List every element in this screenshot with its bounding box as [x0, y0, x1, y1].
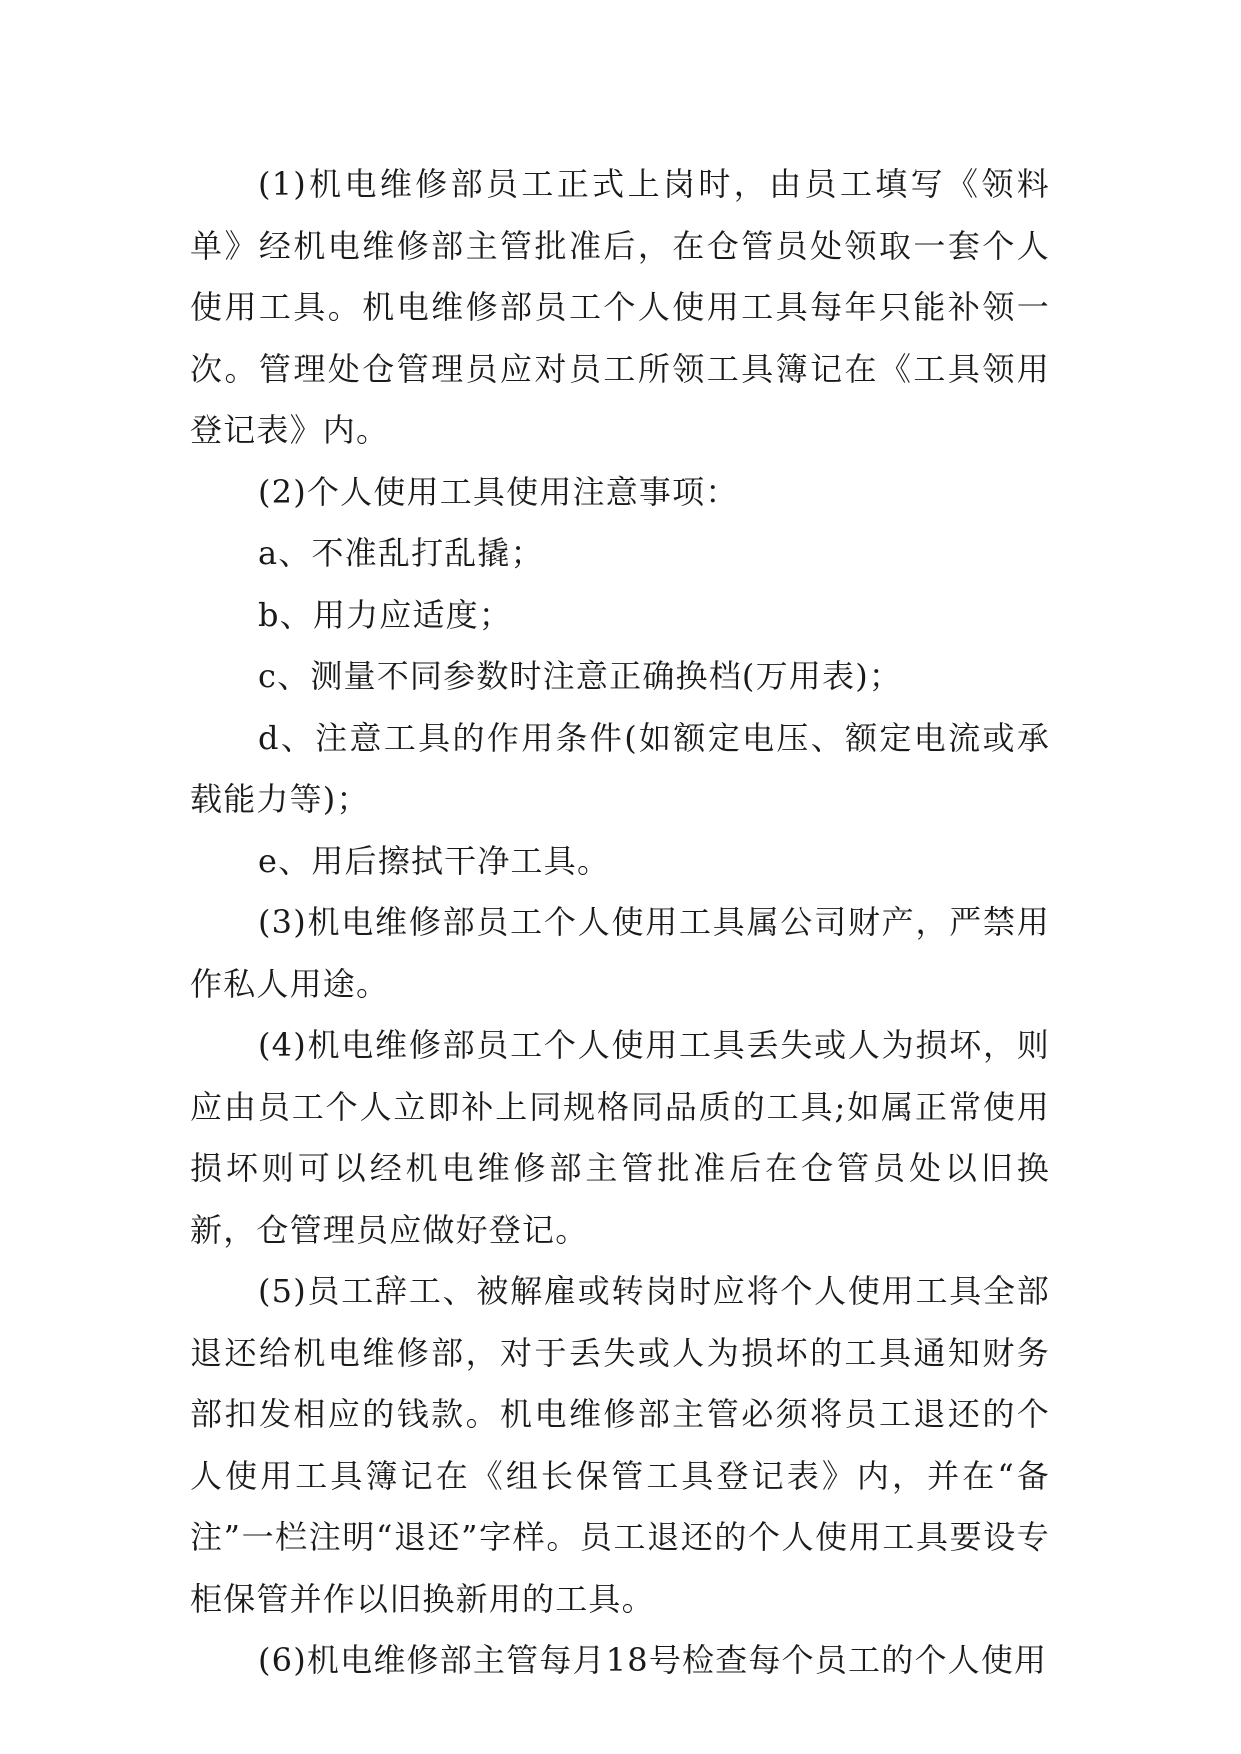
list-item-c: c、测量不同参数时注意正确换档(万用表)；: [258, 657, 903, 695]
paragraph-5: (5)员工辞工、被解雇或转岗时应将个人使用工具全部退还给机电维修部，对于丢失或人为损坏的工具通知财务部扣发相应的钱款。机电维修部主管必须将员工退还的个人使用工具簿记在《组长保管工具登记表》内，并在“备注”一栏注明“退还”字样。员工退还的个人使用工具要设专柜保管并作以旧换新用的工具。: [190, 1272, 1050, 1618]
list-item-a: a、不准乱打乱撬；: [258, 534, 544, 572]
list-item-d: d、注意工具的作用条件(如额定电压、额定电流或承载能力等)；: [190, 718, 1050, 818]
paragraph-1: (1)机电维修部员工正式上岗时，由员工填写《领料单》经机电维修部主管批准后，在仓管员处领取一套个人使用工具。机电维修部员工个人使用工具每年只能补领一次。管理处仓管理员应对员工所领工具簿记在《工具领用登记表》内。: [190, 165, 1050, 449]
paragraph-2: (2)个人使用工具使用注意事项：: [258, 472, 739, 511]
paragraph-4: (4)机电维修部员工个人使用工具丢失或人为损坏，则应由员工个人立即补上同规格同品质的工具;如属正常使用损坏则可以经机电维修部主管批准后在仓管员处以旧换新，仓管理员应做好登记。: [190, 1026, 1050, 1249]
list-item-b: b、用力应适度；: [258, 595, 513, 634]
document-body: [190, 154, 1050, 1692]
paragraph-6: (6)机电维修部主管每月18号检查每个员工的个人使用: [258, 1641, 1048, 1679]
paragraph-3: (3)机电维修部员工个人使用工具属公司财产，严禁用作私人用途。: [190, 903, 1050, 1003]
list-item-e: e、用后擦拭干净工具。: [258, 841, 611, 880]
